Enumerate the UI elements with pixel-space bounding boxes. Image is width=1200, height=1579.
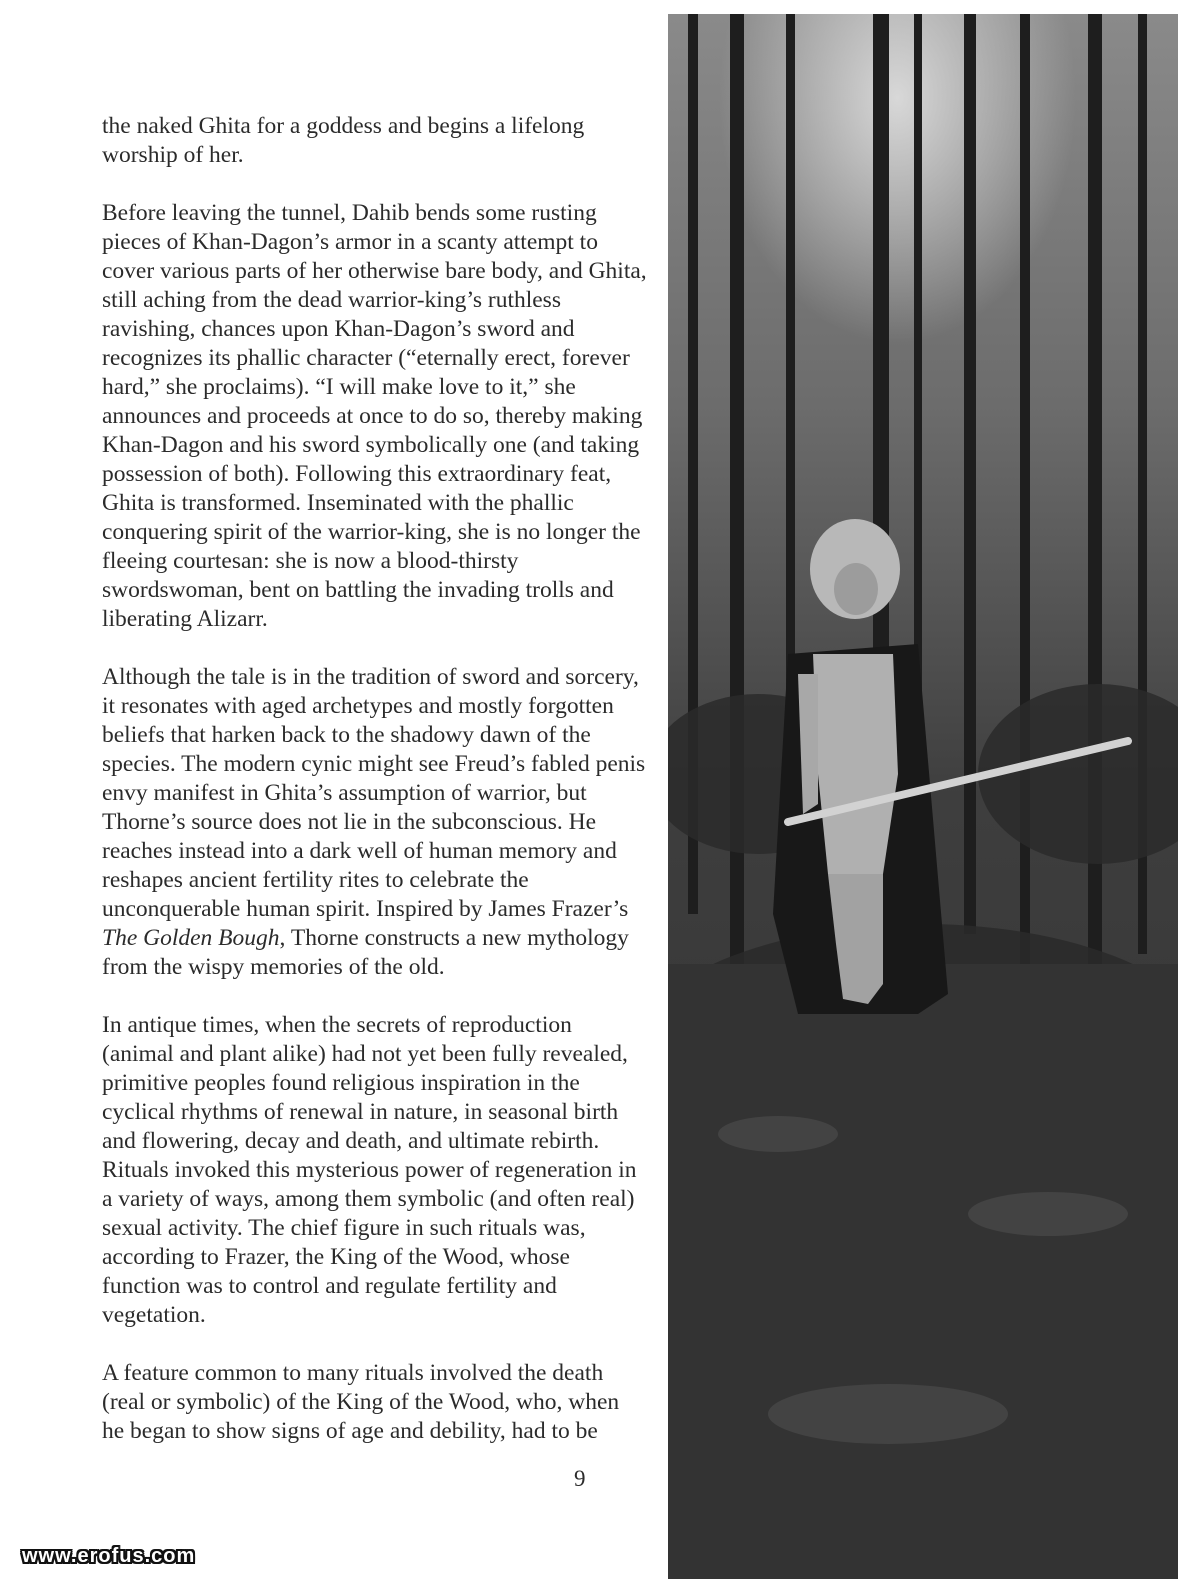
forest-photograph (668, 14, 1178, 1579)
page-number: 9 (574, 1466, 586, 1491)
forest-scene-illustration (668, 14, 1178, 1579)
paragraph: the naked Ghita for a goddess and begins a lifelong worship of her. (102, 113, 585, 168)
book-title: The Golden Bough (102, 925, 280, 951)
paragraph: A feature common to many rituals involved the death (real or symbolic) of the King of the Wood, who, when he began to show signs of age and debility, had to be (102, 1360, 620, 1444)
paragraph (102, 663, 647, 982)
watermark-text: www.erofus.com (22, 1545, 196, 1567)
paragraph-text: Although the tale is in the tradition of sword and sorcery, it resonates with aged archetypes and mostly forgotten beliefs that harken back to the shadowy dawn of the species. The modern cynic might see Freud’s fabled penis envy manifest in Ghita’s assumption of warrior, but Thorne’s source does not lie in the subconscious. He reaches instead into a dark well of human memory and reshapes ancient fertility rites to celebrate the unconquerable human spirit. Inspired by James Frazer’s (102, 664, 646, 922)
paragraph: In antique times, when the secrets of reproduction (animal and plant alike) had not yet been fully revealed, primitive peoples found religious inspiration in the cyclical rhythms of renewal in nature, in seasonal birth and flowering, decay and death, and ultimate rebirth. Rituals invoked this mysterious power of regeneration in a variety of ways, among them symbolic (and often real) sexual activity. The chief figure in such rituals was, according to Frazer, the King of the Wood, whose function was to control and regulate fertility and vegetation. (102, 1012, 637, 1328)
body-text (102, 112, 647, 1475)
paragraph-text: , Thorne constructs a new mythology from the wispy memories of the old. (102, 925, 629, 980)
watermark (0, 1537, 230, 1579)
paragraph: Before leaving the tunnel, Dahib bends some rusting pieces of Khan-Dagon’s armor in a scanty attempt to cover various parts of her otherwise bare body, and Ghita, still aching from the dead warrior-king’s ruthless ravishing, chances upon Khan-Dagon’s sword and recognizes its phallic character (“eternally erect, forever hard,” she proclaims). “I will make love to it,” she announces and proceeds at once to do so, thereby making Khan-Dagon and his sword symbolically one (and taking possession of both). Following this extraordinary feat, Ghita is transformed. Inseminated with the phallic conquering spirit of the warrior-king, she is no longer the fleeing courtesan: she is now a blood-thirsty swordswoman, bent on battling the invading trolls and liberating Alizarr. (102, 200, 647, 632)
